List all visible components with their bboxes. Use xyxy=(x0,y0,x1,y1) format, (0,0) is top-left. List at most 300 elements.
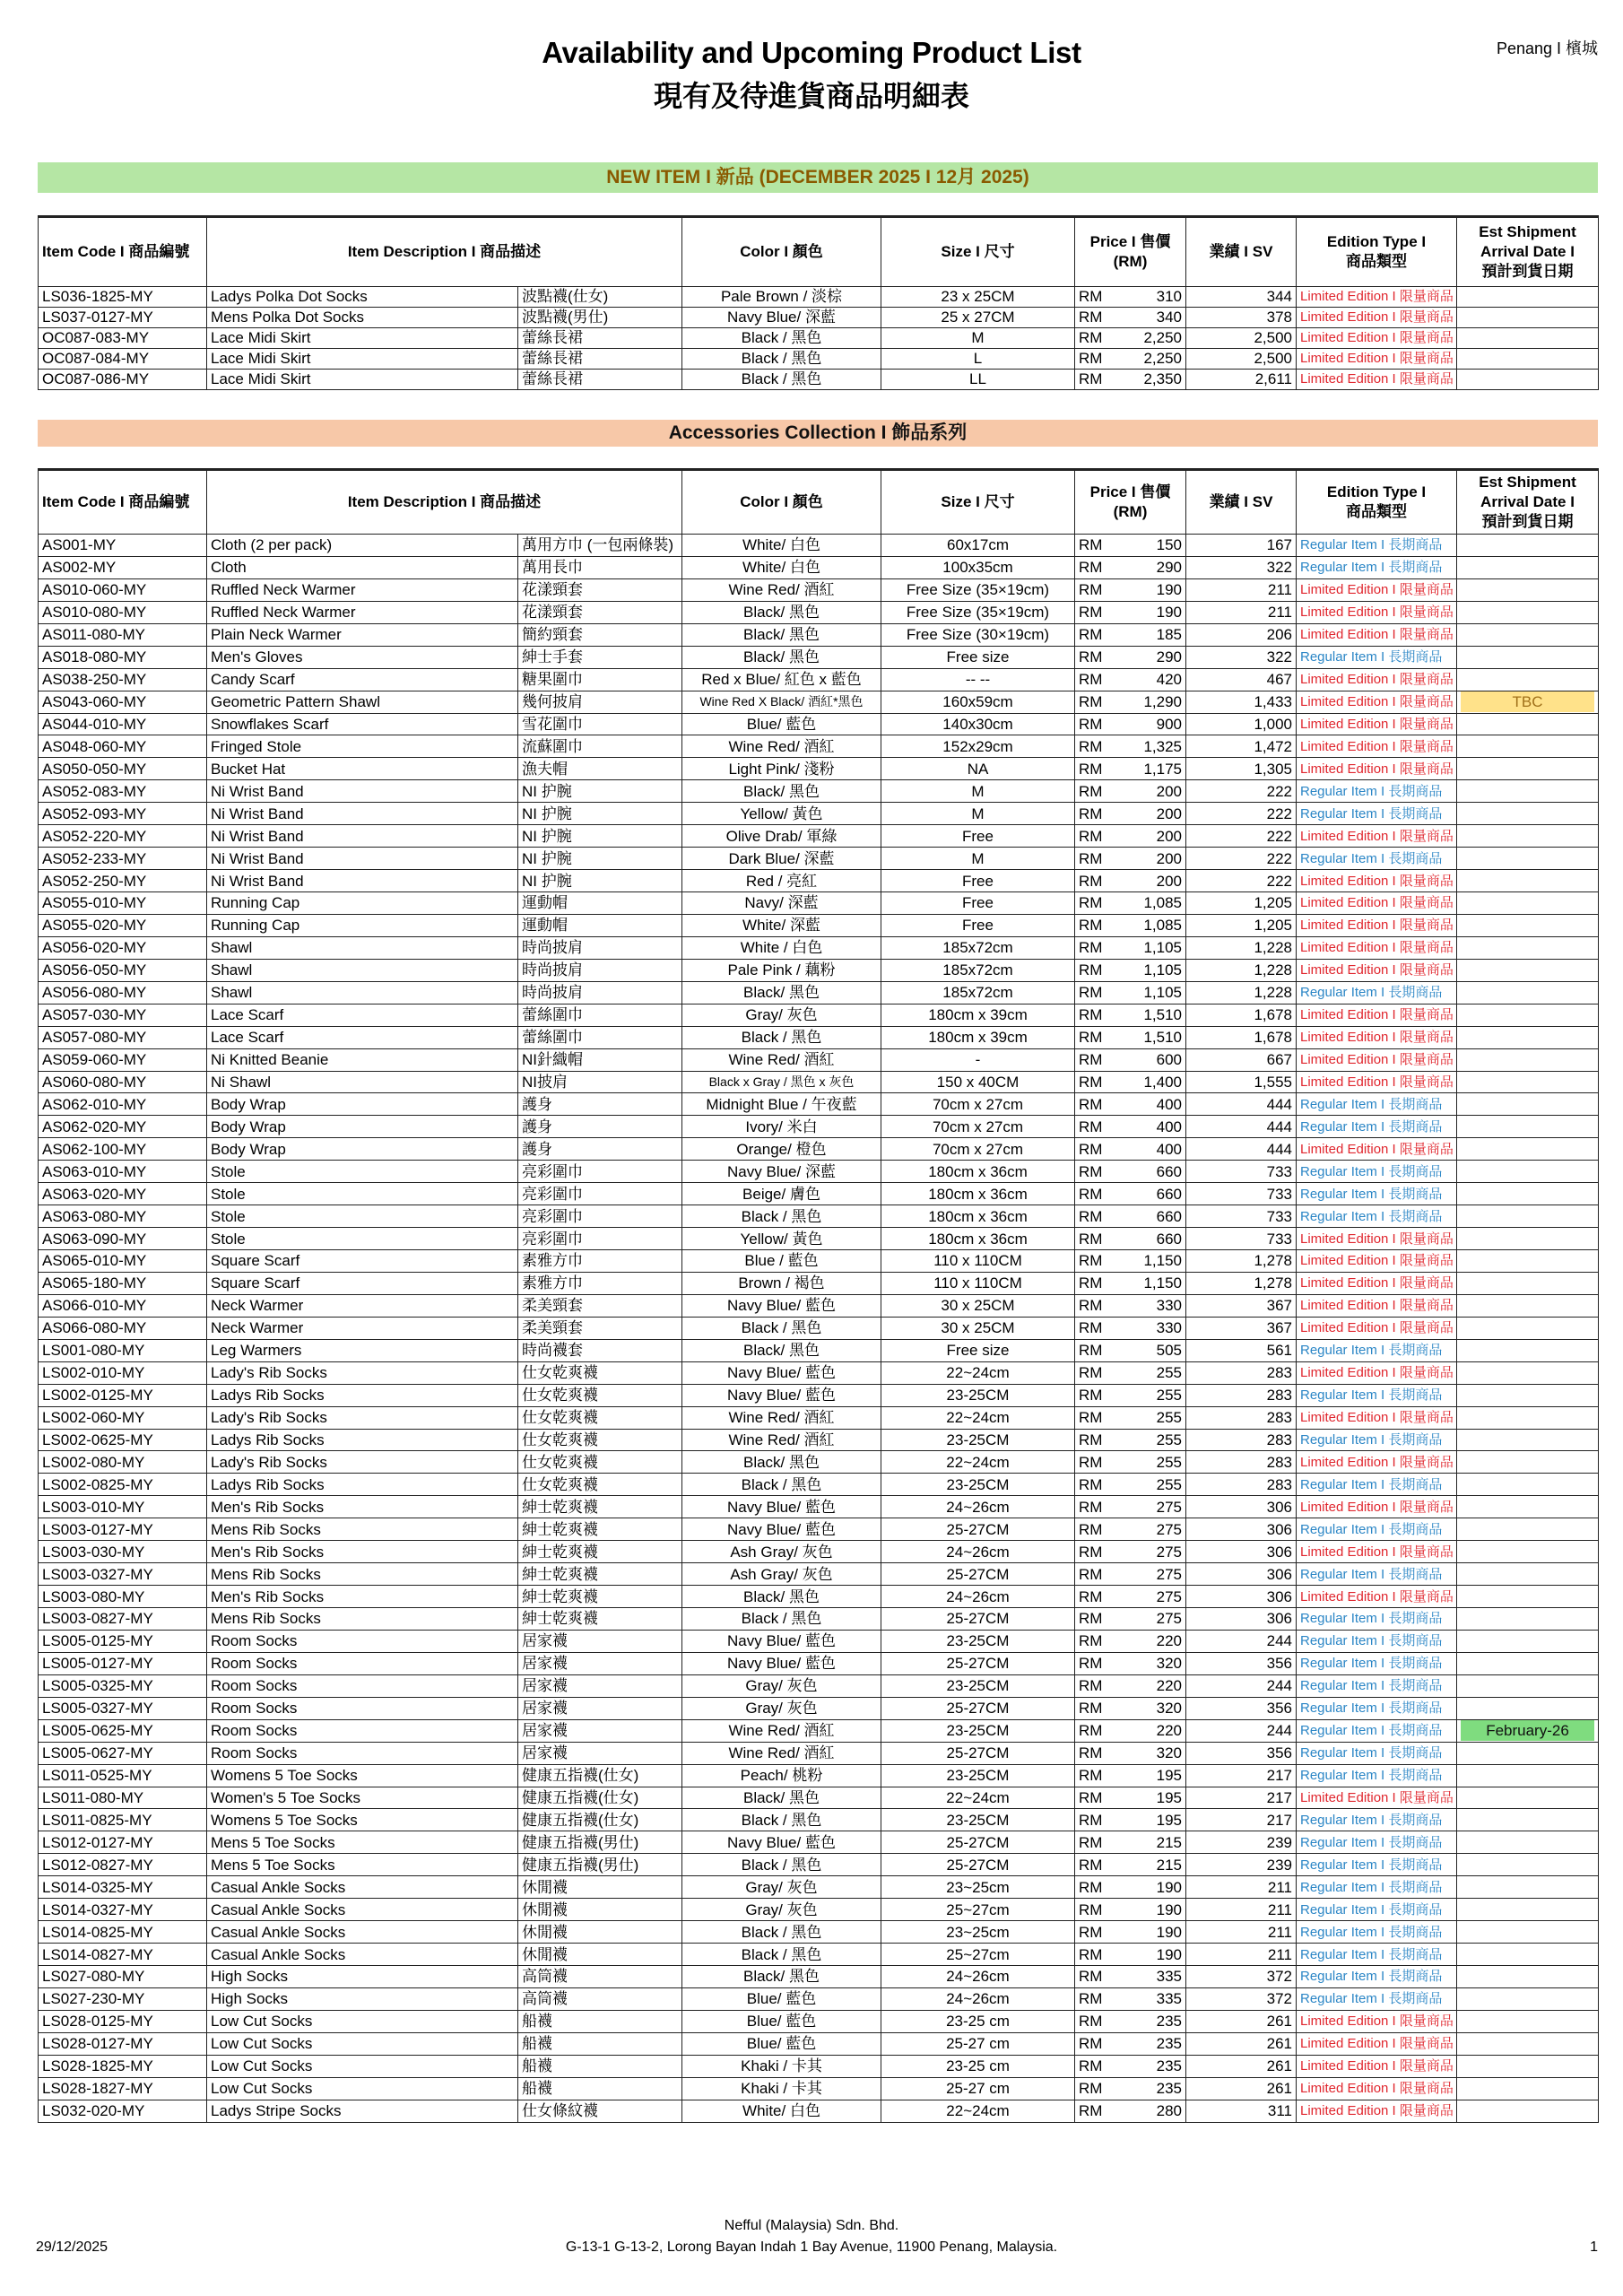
edition-type-cell: Limited Edition I 限量商品 xyxy=(1297,758,1457,780)
column-header-item-code: Item Code I 商品編號 xyxy=(39,470,207,535)
currency-label: RM xyxy=(1079,1811,1103,1829)
price-amount: 2,250 xyxy=(1143,350,1182,367)
description-en: Stole xyxy=(207,1183,518,1205)
sv-cell: 211 xyxy=(1186,1921,1297,1944)
edition-type-cell: Regular Item I 長期商品 xyxy=(1297,780,1457,803)
item-code: AS011-080-MY xyxy=(39,623,207,646)
size-cell: Free xyxy=(881,892,1075,915)
color-cell: Yellow/ 黃色 xyxy=(682,1228,881,1250)
price-cell xyxy=(1075,758,1186,780)
price-amount: 1,325 xyxy=(1143,737,1182,755)
item-code: LS005-0325-MY xyxy=(39,1674,207,1697)
currency-label: RM xyxy=(1079,1632,1103,1650)
color-cell: Wine Red/ 酒紅 xyxy=(682,735,881,758)
color-cell: Black / 黑色 xyxy=(682,1854,881,1876)
size-cell: Free Size (35×19cm) xyxy=(881,601,1075,623)
edition-type-cell: Limited Edition I 限量商品 xyxy=(1297,1317,1457,1339)
size-cell: 23-25CM xyxy=(881,1630,1075,1652)
edition-type-cell: Limited Edition I 限量商品 xyxy=(1297,959,1457,981)
currency-label: RM xyxy=(1079,1520,1103,1538)
size-cell: 22~24cm xyxy=(881,2100,1075,2122)
price-amount: 335 xyxy=(1156,1990,1182,2008)
size-cell: 22~24cm xyxy=(881,1787,1075,1809)
description-zh: 簡約頸套 xyxy=(518,623,682,646)
price-amount: 200 xyxy=(1156,872,1182,890)
color-cell: Black/ 黑色 xyxy=(682,1451,881,1474)
description-en: Shawl xyxy=(207,981,518,1004)
price-amount: 310 xyxy=(1156,288,1182,305)
price-cell xyxy=(1075,1541,1186,1563)
color-cell: Blue / 藍色 xyxy=(682,1250,881,1273)
sv-cell: 1,228 xyxy=(1186,959,1297,981)
price-cell xyxy=(1075,2100,1186,2122)
sv-cell: 322 xyxy=(1186,556,1297,578)
edition-type-cell: Limited Edition I 限量商品 xyxy=(1297,2100,1457,2122)
table-row xyxy=(39,803,1599,825)
currency-label: RM xyxy=(1079,782,1103,800)
table-row xyxy=(39,668,1599,691)
price-cell xyxy=(1075,1742,1186,1764)
table-row xyxy=(39,848,1599,870)
description-en: Low Cut Socks xyxy=(207,2077,518,2100)
price-amount: 255 xyxy=(1156,1453,1182,1471)
price-amount: 215 xyxy=(1156,1833,1182,1851)
description-en: Lace Midi Skirt xyxy=(207,349,518,370)
table-row xyxy=(39,1496,1599,1518)
table-row xyxy=(39,713,1599,735)
description-en: Men's Rib Socks xyxy=(207,1541,518,1563)
price-amount: 1,175 xyxy=(1143,760,1182,778)
description-en: Body Wrap xyxy=(207,1116,518,1138)
edition-type-cell: Limited Edition I 限量商品 xyxy=(1297,735,1457,758)
section-banner-new-items: NEW ITEM I 新品 (DECEMBER 2025 I 12月 2025) xyxy=(38,162,1598,193)
item-code: LS032-020-MY xyxy=(39,2100,207,2122)
edition-type-cell: Limited Edition I 限量商品 xyxy=(1297,1138,1457,1161)
shipment-date-cell xyxy=(1457,1697,1599,1719)
price-cell xyxy=(1075,646,1186,668)
color-cell: Black/ 黑色 xyxy=(682,1339,881,1361)
table-row xyxy=(39,2032,1599,2055)
item-code: AS001-MY xyxy=(39,535,207,557)
description-zh: 船襪 xyxy=(518,2077,682,2100)
currency-label: RM xyxy=(1079,894,1103,912)
description-zh: 蕾絲圍巾 xyxy=(518,1004,682,1026)
item-code: LS005-0627-MY xyxy=(39,1742,207,1764)
table-row xyxy=(39,735,1599,758)
shipment-date-cell xyxy=(1457,1384,1599,1406)
shipment-date-cell xyxy=(1457,349,1599,370)
size-cell: 23-25CM xyxy=(881,1384,1075,1406)
description-en: Room Socks xyxy=(207,1652,518,1674)
description-en: Ni Shawl xyxy=(207,1071,518,1093)
item-code: LS002-060-MY xyxy=(39,1406,207,1429)
item-code: LS003-0327-MY xyxy=(39,1563,207,1586)
price-cell xyxy=(1075,1674,1186,1697)
description-zh: 運動帽 xyxy=(518,914,682,936)
color-cell: Wine Red X Black/ 酒紅*黑色 xyxy=(682,691,881,713)
description-en: Ladys Polka Dot Socks xyxy=(207,287,518,308)
description-zh: 素雅方巾 xyxy=(518,1272,682,1294)
price-amount: 235 xyxy=(1156,2057,1182,2075)
description-en: Ni Wrist Band xyxy=(207,803,518,825)
price-cell xyxy=(1075,1048,1186,1071)
price-amount: 255 xyxy=(1156,1475,1182,1493)
description-en: Room Socks xyxy=(207,1697,518,1719)
table-row xyxy=(39,1138,1599,1161)
ship-header-line1: Est Shipment xyxy=(1479,223,1576,240)
description-zh: 時尚襪套 xyxy=(518,1339,682,1361)
sv-cell: 211 xyxy=(1186,1944,1297,1966)
shipment-date-cell xyxy=(1457,1764,1599,1787)
sv-cell: 306 xyxy=(1186,1518,1297,1541)
edition-type-cell: Regular Item I 長期商品 xyxy=(1297,1652,1457,1674)
currency-label: RM xyxy=(1079,1878,1103,1896)
size-cell: 22~24cm xyxy=(881,1406,1075,1429)
description-zh: 健康五指襪(男仕) xyxy=(518,1831,682,1854)
color-cell: Navy Blue/ 藍色 xyxy=(682,1652,881,1674)
shipment-date-cell xyxy=(1457,1474,1599,1496)
color-cell: Black/ 黑色 xyxy=(682,623,881,646)
description-zh: 幾何披肩 xyxy=(518,691,682,713)
edition-type-cell: Limited Edition I 限量商品 xyxy=(1297,2010,1457,2032)
currency-label: RM xyxy=(1079,1230,1103,1248)
price-amount: 330 xyxy=(1156,1297,1182,1315)
color-cell: Black / 黑色 xyxy=(682,370,881,390)
sv-cell: 167 xyxy=(1186,535,1297,557)
currency-label: RM xyxy=(1079,288,1103,305)
edition-header-line2: 商品類型 xyxy=(1346,253,1407,270)
price-amount: 200 xyxy=(1156,849,1182,867)
new-items-table xyxy=(38,215,1599,390)
shipment-date-cell xyxy=(1457,1026,1599,1048)
shipment-date-cell xyxy=(1457,936,1599,959)
shipment-date-cell xyxy=(1457,892,1599,915)
color-cell: Wine Red/ 酒紅 xyxy=(682,1429,881,1451)
sv-cell: 667 xyxy=(1186,1048,1297,1071)
size-cell: 160x59cm xyxy=(881,691,1075,713)
table-row xyxy=(39,1719,1599,1742)
sv-cell: 372 xyxy=(1186,1987,1297,2010)
item-code: AS063-010-MY xyxy=(39,1161,207,1183)
sv-cell: 283 xyxy=(1186,1429,1297,1451)
column-header-edition xyxy=(1297,470,1457,535)
price-cell xyxy=(1075,870,1186,892)
table-row xyxy=(39,1205,1599,1228)
edition-type-cell: Limited Edition I 限量商品 xyxy=(1297,1250,1457,1273)
price-cell xyxy=(1075,892,1186,915)
sv-cell: 222 xyxy=(1186,870,1297,892)
sv-cell: 306 xyxy=(1186,1496,1297,1518)
table-row xyxy=(39,1161,1599,1183)
color-cell: Brown / 褐色 xyxy=(682,1272,881,1294)
description-zh: NI 护腕 xyxy=(518,780,682,803)
item-code: LS027-080-MY xyxy=(39,1966,207,1988)
size-cell: 23-25CM xyxy=(881,1764,1075,1787)
color-cell: Black / 黑色 xyxy=(682,1608,881,1631)
size-cell: 25-27CM xyxy=(881,1563,1075,1586)
sv-cell: 306 xyxy=(1186,1563,1297,1586)
price-amount: 1,105 xyxy=(1143,984,1182,1002)
price-amount: 195 xyxy=(1156,1788,1182,1806)
size-cell: 185x72cm xyxy=(881,959,1075,981)
shipment-date-cell xyxy=(1457,713,1599,735)
table-header-row xyxy=(39,217,1599,287)
description-en: Ladys Rib Socks xyxy=(207,1429,518,1451)
footer-address: G-13-1 G-13-2, Lorong Bayan Indah 1 Bay Avenue, 11900 Penang, Malaysia. xyxy=(565,2239,1058,2255)
table-row xyxy=(39,1361,1599,1384)
item-code: AS065-180-MY xyxy=(39,1272,207,1294)
description-en: Ni Wrist Band xyxy=(207,848,518,870)
sv-cell: 283 xyxy=(1186,1451,1297,1474)
footer-date: 29/12/2025 xyxy=(36,2239,108,2255)
ship-header-line3: 預計到貨日期 xyxy=(1481,513,1574,530)
shipment-date-cell xyxy=(1457,1406,1599,1429)
section-banner-accessories: Accessories Collection I 飾品系列 xyxy=(38,420,1598,447)
description-en: Ladys Stripe Socks xyxy=(207,2100,518,2122)
shipment-date-cell xyxy=(1457,1630,1599,1652)
currency-label: RM xyxy=(1079,1118,1103,1135)
shipment-date-cell xyxy=(1457,1608,1599,1631)
currency-label: RM xyxy=(1079,1319,1103,1337)
size-cell: M xyxy=(881,848,1075,870)
edition-type-cell: Regular Item I 長期商品 xyxy=(1297,1429,1457,1451)
item-code: LS005-0125-MY xyxy=(39,1630,207,1652)
price-cell xyxy=(1075,1496,1186,1518)
table-row xyxy=(39,349,1599,370)
description-zh: 亮彩圍巾 xyxy=(518,1228,682,1250)
price-cell xyxy=(1075,691,1186,713)
price-amount: 320 xyxy=(1156,1655,1182,1673)
item-code: LS028-0127-MY xyxy=(39,2032,207,2055)
color-cell: Navy Blue/ 藍色 xyxy=(682,1831,881,1854)
shipment-date-cell xyxy=(1457,1138,1599,1161)
size-cell: Free size xyxy=(881,1339,1075,1361)
sv-cell: 356 xyxy=(1186,1652,1297,1674)
price-amount: 255 xyxy=(1156,1409,1182,1427)
shipment-date-cell xyxy=(1457,1899,1599,1921)
item-code: LS028-1825-MY xyxy=(39,2055,207,2077)
description-zh: NI針織帽 xyxy=(518,1048,682,1071)
size-cell: 70cm x 27cm xyxy=(881,1093,1075,1116)
sv-cell: 344 xyxy=(1186,287,1297,308)
column-header-edition xyxy=(1297,217,1457,287)
description-en: Neck Warmer xyxy=(207,1317,518,1339)
table-row xyxy=(39,1854,1599,1876)
edition-type-cell: Regular Item I 長期商品 xyxy=(1297,1944,1457,1966)
shipment-date-cell xyxy=(1457,1787,1599,1809)
table-row xyxy=(39,1831,1599,1854)
edition-type-cell: Regular Item I 長期商品 xyxy=(1297,1921,1457,1944)
edition-type-cell: Regular Item I 長期商品 xyxy=(1297,1809,1457,1831)
edition-type-cell: Limited Edition I 限量商品 xyxy=(1297,1228,1457,1250)
currency-label: RM xyxy=(1079,1565,1103,1583)
color-cell: Midnight Blue / 午夜藍 xyxy=(682,1093,881,1116)
sv-cell: 306 xyxy=(1186,1586,1297,1608)
price-amount: 1,510 xyxy=(1143,1006,1182,1024)
sv-cell: 1,555 xyxy=(1186,1071,1297,1093)
column-header-size: Size I 尺寸 xyxy=(881,217,1075,287)
price-amount: 660 xyxy=(1156,1185,1182,1203)
description-zh: 健康五指襪(仕女) xyxy=(518,1764,682,1787)
sv-cell: 561 xyxy=(1186,1339,1297,1361)
description-en: Ni Wrist Band xyxy=(207,825,518,848)
price-amount: 235 xyxy=(1156,2013,1182,2031)
description-zh: 居家襪 xyxy=(518,1630,682,1652)
description-zh: 波點襪(仕女) xyxy=(518,287,682,308)
item-code: AS018-080-MY xyxy=(39,646,207,668)
price-cell xyxy=(1075,914,1186,936)
table-row xyxy=(39,691,1599,713)
table-row xyxy=(39,1250,1599,1273)
description-en: Mens 5 Toe Socks xyxy=(207,1854,518,1876)
table-row xyxy=(39,1116,1599,1138)
table-row xyxy=(39,1563,1599,1586)
price-amount: 190 xyxy=(1156,1923,1182,1941)
edition-type-cell: Limited Edition I 限量商品 xyxy=(1297,349,1457,370)
edition-type-cell: Limited Edition I 限量商品 xyxy=(1297,892,1457,915)
table-row xyxy=(39,328,1599,349)
description-zh: 仕女條紋襪 xyxy=(518,2100,682,2122)
description-en: Lace Scarf xyxy=(207,1026,518,1048)
shipment-date-cell xyxy=(1457,308,1599,328)
table-row xyxy=(39,1183,1599,1205)
description-zh: 居家襪 xyxy=(518,1652,682,1674)
table-row xyxy=(39,1474,1599,1496)
currency-label: RM xyxy=(1079,984,1103,1002)
price-amount: 1,105 xyxy=(1143,961,1182,979)
item-code: AS063-080-MY xyxy=(39,1205,207,1228)
column-header-price xyxy=(1075,217,1186,287)
edition-type-cell: Regular Item I 長期商品 xyxy=(1297,1831,1457,1854)
table-row xyxy=(39,1630,1599,1652)
size-cell: Free xyxy=(881,914,1075,936)
price-cell xyxy=(1075,1205,1186,1228)
price-amount: 255 xyxy=(1156,1364,1182,1382)
currency-label: RM xyxy=(1079,2035,1103,2053)
column-header-sv: 業績 I SV xyxy=(1186,217,1297,287)
item-code: AS066-080-MY xyxy=(39,1317,207,1339)
sv-cell: 378 xyxy=(1186,308,1297,328)
edition-type-cell: Limited Edition I 限量商品 xyxy=(1297,1496,1457,1518)
description-zh: 亮彩圍巾 xyxy=(518,1205,682,1228)
size-cell: Free Size (35×19cm) xyxy=(881,578,1075,601)
item-code: AS065-010-MY xyxy=(39,1250,207,1273)
currency-label: RM xyxy=(1079,581,1103,599)
color-cell: Black / 黑色 xyxy=(682,328,881,349)
sv-cell: 1,000 xyxy=(1186,713,1297,735)
currency-label: RM xyxy=(1079,1767,1103,1785)
description-zh: 健康五指襪(仕女) xyxy=(518,1809,682,1831)
description-en: Stole xyxy=(207,1205,518,1228)
item-code: AS060-080-MY xyxy=(39,1071,207,1093)
price-cell xyxy=(1075,1071,1186,1093)
shipment-date-cell xyxy=(1457,1966,1599,1988)
description-zh: 紳士手套 xyxy=(518,646,682,668)
price-amount: 1,105 xyxy=(1143,939,1182,957)
description-en: Low Cut Socks xyxy=(207,2055,518,2077)
sv-cell: 1,228 xyxy=(1186,936,1297,959)
price-amount: 195 xyxy=(1156,1811,1182,1829)
edition-type-cell: Limited Edition I 限量商品 xyxy=(1297,1586,1457,1608)
price-cell xyxy=(1075,1116,1186,1138)
description-en: Mens Polka Dot Socks xyxy=(207,308,518,328)
price-amount: 280 xyxy=(1156,2102,1182,2120)
shipment-date-cell xyxy=(1457,848,1599,870)
color-cell: Navy/ 深藍 xyxy=(682,892,881,915)
description-en: Casual Ankle Socks xyxy=(207,1876,518,1899)
price-cell xyxy=(1075,981,1186,1004)
sv-cell: 1,205 xyxy=(1186,914,1297,936)
shipment-date-cell xyxy=(1457,1563,1599,1586)
color-cell: Navy Blue/ 藍色 xyxy=(682,1496,881,1518)
description-en: Lady's Rib Socks xyxy=(207,1361,518,1384)
sv-cell: 283 xyxy=(1186,1474,1297,1496)
price-amount: 600 xyxy=(1156,1051,1182,1069)
color-cell: Khaki / 卡其 xyxy=(682,2055,881,2077)
description-en: Ladys Rib Socks xyxy=(207,1474,518,1496)
price-amount: 200 xyxy=(1156,804,1182,822)
price-amount: 2,250 xyxy=(1143,329,1182,346)
color-cell: White / 白色 xyxy=(682,936,881,959)
item-code: AS052-220-MY xyxy=(39,825,207,848)
ship-header-line2: Arrival Date I xyxy=(1480,243,1575,260)
description-en: Men's Rib Socks xyxy=(207,1586,518,1608)
item-code: AS057-030-MY xyxy=(39,1004,207,1026)
item-code: LS037-0127-MY xyxy=(39,308,207,328)
edition-type-cell: Limited Edition I 限量商品 xyxy=(1297,1541,1457,1563)
table-row xyxy=(39,1944,1599,1966)
price-amount: 660 xyxy=(1156,1162,1182,1180)
color-cell: Navy Blue/ 藍色 xyxy=(682,1384,881,1406)
color-cell: Black / 黑色 xyxy=(682,1809,881,1831)
color-cell: Gray/ 灰色 xyxy=(682,1674,881,1697)
size-cell: 25-27 cm xyxy=(881,2032,1075,2055)
item-code: LS014-0325-MY xyxy=(39,1876,207,1899)
color-cell: Gray/ 灰色 xyxy=(682,1876,881,1899)
price-amount: 275 xyxy=(1156,1543,1182,1561)
price-cell xyxy=(1075,2055,1186,2077)
currency-label: RM xyxy=(1079,1744,1103,1762)
size-cell: 22~24cm xyxy=(881,1361,1075,1384)
color-cell: Black/ 黑色 xyxy=(682,646,881,668)
price-amount: 275 xyxy=(1156,1520,1182,1538)
price-cell xyxy=(1075,848,1186,870)
table-row xyxy=(39,1518,1599,1541)
description-en: Ni Wrist Band xyxy=(207,870,518,892)
item-code: AS056-020-MY xyxy=(39,936,207,959)
description-zh: 休閒襪 xyxy=(518,1899,682,1921)
edition-type-cell: Limited Edition I 限量商品 xyxy=(1297,668,1457,691)
description-zh: NI 护腕 xyxy=(518,803,682,825)
color-cell: Wine Red/ 酒紅 xyxy=(682,578,881,601)
sv-cell: 733 xyxy=(1186,1228,1297,1250)
description-zh: 仕女乾爽襪 xyxy=(518,1384,682,1406)
size-cell: 180cm x 39cm xyxy=(881,1004,1075,1026)
description-en: Lady's Rib Socks xyxy=(207,1406,518,1429)
table-row xyxy=(39,936,1599,959)
shipment-date-cell xyxy=(1457,1048,1599,1071)
size-cell: 30 x 25CM xyxy=(881,1317,1075,1339)
table-row xyxy=(39,1876,1599,1899)
color-cell: Olive Drab/ 軍綠 xyxy=(682,825,881,848)
sv-cell: 367 xyxy=(1186,1294,1297,1317)
description-zh: 高筒襪 xyxy=(518,1987,682,2010)
table-row xyxy=(39,535,1599,557)
sv-cell: 2,500 xyxy=(1186,328,1297,349)
size-cell: 23-25CM xyxy=(881,1474,1075,1496)
shipment-date-cell xyxy=(1457,981,1599,1004)
table-row xyxy=(39,914,1599,936)
